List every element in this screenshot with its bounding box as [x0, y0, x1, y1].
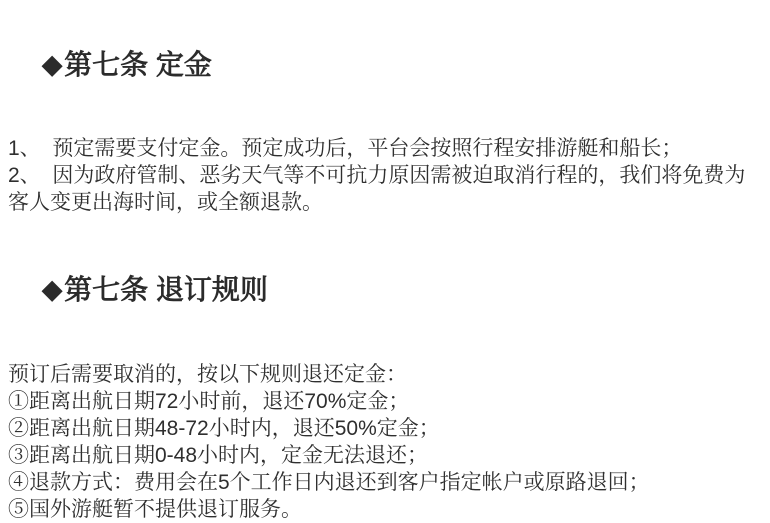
- cancellation-rule-4: ④退款方式：费用会在5个工作日内退还到客户指定帐户或原路退回；: [8, 471, 650, 494]
- cancellation-rule-3: ③距离出航日期0-48小时内，定金无法退还；: [8, 444, 429, 467]
- section-heading-deposit: [11, 8, 756, 122]
- cancellation-rule-2: ②距离出航日期48-72小时内，退还50%定金；: [8, 417, 440, 440]
- section-heading-cancellation-text: 第七条 退订规则: [64, 274, 268, 305]
- deposit-rule-1: 1、 预定需要支付定金。预定成功后，平台会按照行程安排游艇和船长；: [8, 137, 683, 160]
- section-heading-cancellation: [11, 233, 756, 347]
- diamond-bullet-icon: ◆: [42, 274, 63, 304]
- cancellation-intro: 预订后需要取消的，按以下规则退还定金：: [8, 363, 407, 386]
- cancellation-rules-block: [8, 361, 756, 523]
- diamond-bullet-icon: ◆: [42, 49, 63, 79]
- cancellation-rule-1: ①距离出航日期72小时前，退还70%定金；: [8, 390, 410, 413]
- deposit-rule-2: 2、 因为政府管制、恶劣天气等不可抗力原因需被迫取消行程的，我们将免费为客人变更出海时间，或全额退款。: [8, 164, 746, 214]
- section-heading-deposit-text: 第七条 定金: [64, 49, 212, 80]
- cancellation-rule-5: ⑤国外游艇暂不提供退订服务。: [8, 498, 302, 521]
- deposit-rules-block: [8, 135, 756, 216]
